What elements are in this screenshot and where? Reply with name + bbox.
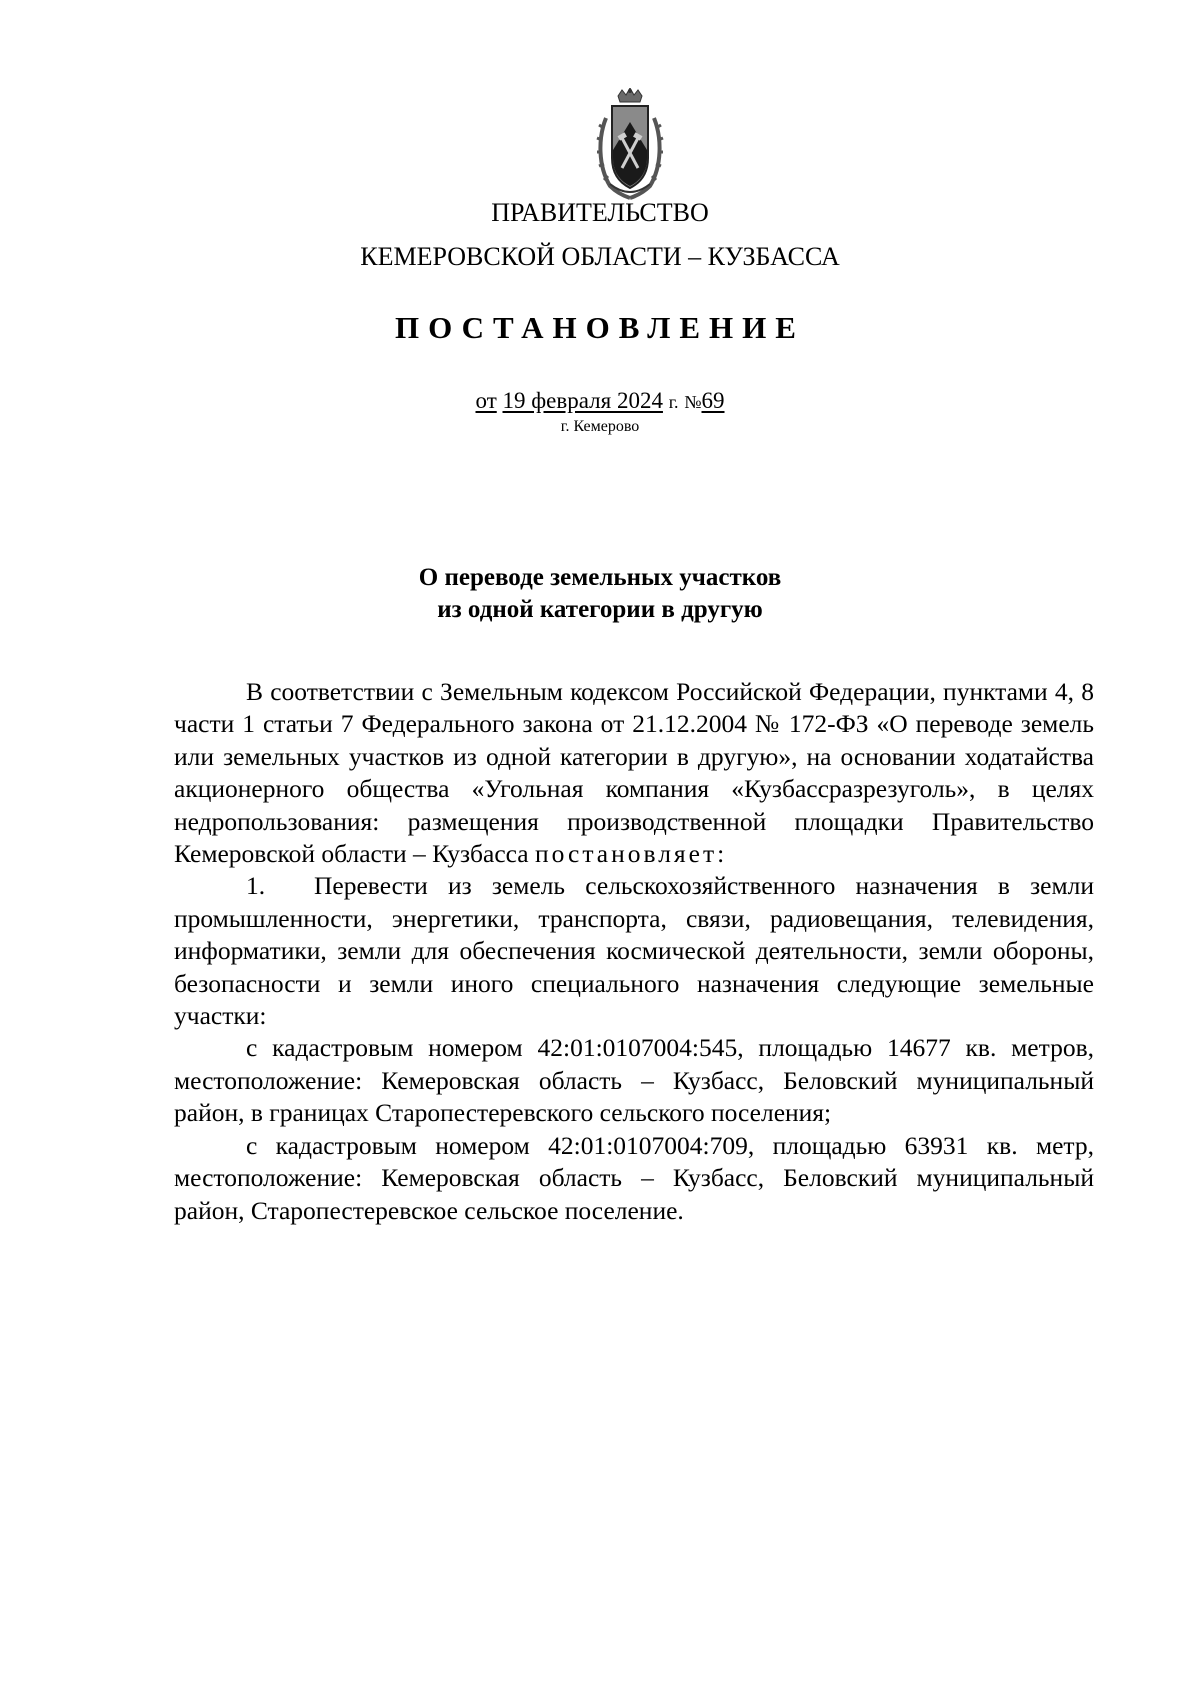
item-1-text: Перевести из земель сельскохозяйственного назначения в земли промышленности, энергетики, транспорта, связи, радиовещания, телевидения, информатики, земли для обеспечения космической деятельности, земли обороны, безопасности и земли иного специального назначения следующие земельные участки: bbox=[174, 871, 1094, 1031]
preamble-text: В соответствии с Земельным кодексом Российской Федерации, пунктами 4, 8 части 1 статьи 7 Федерального закона от 21.12.2004 № 172-ФЗ «О переводе земель или земельных участков из одной категории в другую», на основании ходатайства акционерного общества «Угольная компания «Кузбассразрезуголь», в целях недропользования: размещения производственной площадки Правительство Кемеровской области – Кузбасса bbox=[174, 677, 1094, 869]
resolves-word: постановляет: bbox=[534, 839, 728, 869]
date-number-line bbox=[0, 388, 1200, 414]
parcel-2-paragraph: с кадастровым номером 42:01:0107004:709, площадью 63931 кв. метр, местоположение: Кемеровская область – Кузбасс, Беловский муниципальный район, Старопестеревское сельское поселение. bbox=[174, 1130, 1094, 1225]
parcel-1-paragraph: с кадастровым номером 42:01:0107004:545, площадью 14677 кв. метров, местоположение: Кемеровская область – Кузбасс, Беловский муниципальный район, в границах Старопестеревского сельского поселения; bbox=[174, 1033, 1094, 1128]
item-1-number: 1. bbox=[246, 871, 266, 901]
item-1-paragraph bbox=[174, 870, 1094, 1032]
number-prefix: № bbox=[684, 392, 702, 412]
document-date: 19 февраля 2024 bbox=[502, 388, 663, 413]
subject-line2: из одной категории в другую bbox=[437, 596, 763, 623]
year-suffix: г. bbox=[668, 392, 679, 412]
city: г. Кемерово bbox=[560, 418, 640, 435]
date-prefix: от bbox=[475, 388, 497, 413]
subject-line1: О переводе земельных участков bbox=[418, 564, 782, 591]
document-type-title: ПОСТАНОВЛЕНИЕ bbox=[395, 310, 805, 345]
document-body bbox=[174, 676, 1094, 1227]
government-name-line2: КЕМЕРОВСКОЙ ОБЛАСТИ – КУЗБАССА bbox=[360, 242, 840, 271]
coat-of-arms-emblem bbox=[596, 88, 664, 200]
preamble-paragraph bbox=[174, 676, 1094, 870]
document-number: 69 bbox=[701, 388, 725, 413]
government-name-line1: ПРАВИТЕЛЬСТВО bbox=[491, 198, 709, 227]
